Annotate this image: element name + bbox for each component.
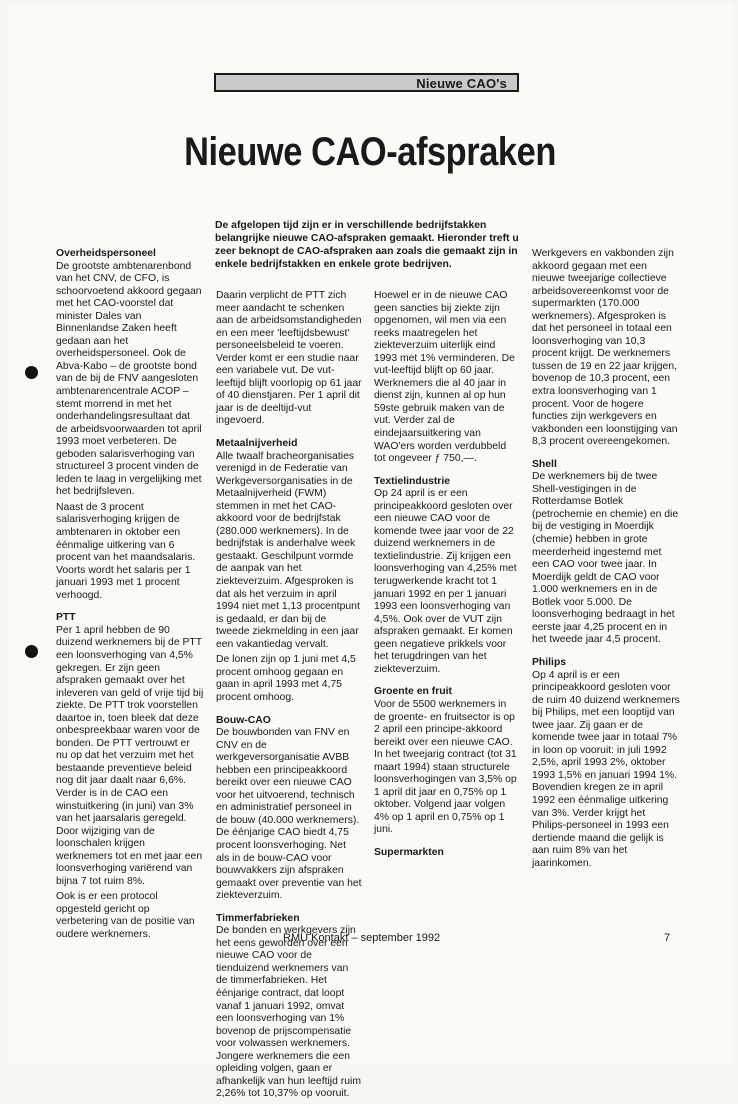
heading-groente: Groente en fruit <box>374 686 452 698</box>
ptt-p3: Daarin verplicht de PTT zich meer aandacht te schenken aan de arbeidsomstandigheden en een meer 'leeftijdsbewust' personeelsbeleid te voeren. Verder komt er een studie naar een variabele vut. De vut-leeftijd blijft voorlopig op 61 jaar of 40 dienstjaren. Per 1 april dit jaar is de deeltijd-vut ingevoerd. <box>216 290 362 427</box>
heading-textiel: Textielindustrie <box>374 475 451 487</box>
timmer-p2: Hoewel er in de nieuwe CAO geen sancties bij ziekte zijn opgenomen, wil men via een reeks maatregelen het ziekteverzuim uiterlijk eind 1993 met 1% verminderen. De vut-leeftijd blijft op 60 jaar. Werknemers die al 40 jaar in dienst zijn, kunnen al op hun 59ste gebruik maken van de vut. Verder zal de eindejaarsuitkering van WAO'ers worden verdubbeld tot ongeveer ƒ 750,—. <box>374 290 515 465</box>
heading-ptt: PTT <box>56 612 76 624</box>
column-1 <box>56 248 204 945</box>
overheid-p1: De grootste ambtenarenbond van het CNV, de CFO, is schoorvoetend akkoord gegaan met het CAO-voorstel dat minister Dales van Binnenlandse Zaken heeft gedaan aan het overheidspersoneel. Ook de Abva-Kabo – de grootste bond van de bij de FNV aangesloten ambtenarencentrale ACOP – stemt morrend in met het onderhandelingsresultaat dat de arbeidsvoorwaarden tot april 1993 moet verbeteren. De geboden salarisverhoging van structureel 3 procent vinden de leden te laag in vergelijking met het bedrijfsleven. <box>56 260 202 498</box>
heading-super: Supermarkten <box>374 846 444 858</box>
section-header-box <box>214 73 519 92</box>
heading-timmer: Timmerfabrieken <box>216 912 300 924</box>
heading-philips: Philips <box>532 656 567 668</box>
binder-hole-top <box>25 366 38 379</box>
ptt-p1: Per 1 april hebben de 90 duizend werknemers bij de PTT een loonsverhoging van 4,5% gekregen. Er zijn geen afspraken gemaakt over het inleveren van geld of vrije tijd bij ziekte. De PTT trok voorstellen daartoe in, toen bleek dat deze onbespreekbaar waren voor de bonden. De PTT vertrouwt er nu op dat het verzuim met het bestaande preventieve beleid nog dit jaar daalt naar 6,6%. Verder is in de CAO een winstuitkering (in juni) van 3% van het jaarsalaris geregeld. Door wijziging van de loonschalen krijgen werknemers tot en met jaar een loonsverhoging variërend van bijna 7 tot ruim 8%. <box>56 624 204 887</box>
column-4 <box>532 248 680 873</box>
timmer-p1: De bonden en werkgevers zijn het eens geworden over een nieuwe CAO voor de tienduizend werknemers van de timmerfabrieken. Het éénjarige contract, dat loopt vanaf 1 januari 1992, omvat een loonsverhoging van 1% bovenop de prijscompensatie voor volwassen werknemers. Jongere werknemers die een opleiding volgen, gaan er afhankelijk van hun leeftijd ruim 2,26% tot 10,37% op vooruit. <box>216 925 361 1100</box>
metaal-p1: Alle twaalf bracheorganisaties verenigd in de Federatie van Werkgeversorganisaties in de Metaalnijverheid (FWM) stemmen in met het CAO-akkoord voor de bedrijfstak (280.000 werknemers). In de bedrijfstak is anderhalve week gestaakt. Geschilpunt vormde de aanpak van het ziekteverzuim. Afgesproken is dat als het verzuim in april 1994 niet met 1,13 procentpunt is gedaald, er dan bij de tweede ziekmelding in een jaar een vakantiedag vervalt. <box>216 450 360 650</box>
binder-hole-bottom <box>25 645 38 658</box>
page-number: 7 <box>664 932 671 944</box>
super-p1: Werkgevers en vakbonden zijn akkoord gegaan met een nieuwe tweejarige collectieve arbeidsovereenkomst voor de supermarkten (170.000 werknemers). Afgesproken is dat het personeel in totaal een loonsverhoging van 10,3 procent krijgt. De werknemers tussen de 19 en 22 jaar krijgen, bovenop de 10,3 procent, een extra loonsverhoging van 1 procent. Voor de hogere functies zijn werkgevers en vakbonden een loonstijging van 8,3 procent overeengekomen. <box>532 248 678 448</box>
footer-publication: RMU Kontakt – september 1992 <box>283 932 441 944</box>
heading-metaal: Metaalnijverheid <box>216 438 298 450</box>
heading-overheid: Overheidspersoneel <box>56 248 156 259</box>
section-label: Nieuwe CAO's <box>416 76 507 91</box>
article-intro: De afgelopen tijd zijn er in verschillende bedrijfstakken belangrijke nieuwe CAO-afspraken gemaakt. Hieronder treft u zeer beknopt de CAO-afspraken aan zoals die gemaakt zijn in enkele bedrijfstakken en enkele grote bedrijven. <box>215 220 519 271</box>
metaal-p2: De lonen zijn op 1 juni met 4,5 procent omhoog gegaan en gaan in april 1993 met 4,75 procent omhoog. <box>216 654 356 703</box>
philips-p1: Op 4 april is er een principeakkoord gesloten voor de ruim 40 duizend werknemers bij Philips, met een looptijd van twee jaar. Zij gaan er de komende twee jaar in totaal 7% in loon op vooruit: in juli 1992 2,5%, april 1993 2%, oktober 1993 1,5% en januari 1994 1%. Bovendien kregen ze in april 1992 een éénmalige uitkering van 3%. Verder krijgt het Philips-personeel in 1993 een dertiende maand die gelijk is aan ruim 8% van het jaarinkomen. <box>532 669 680 869</box>
column-2 <box>216 290 362 1104</box>
groente-p1: Voor de 5500 werknemers in de groente- en fruitsector is op 2 april een principe-akkoord bereikt over een nieuwe CAO. In het tweejarig contract (tot 31 maart 1994) staan structurele loonsverhogingen van 3,5% op 1 april dit jaar en 0,75% op 1 oktober. Volgend jaar volgen 4% op 1 april en 0,75% op 1 juni. <box>374 698 517 836</box>
bouw-p1: De bouwbonden van FNV en CNV en de werkgeversorganisatie AVBB hebben een principeakkoord bereikt over een nieuwe CAO voor het uitvoerend, technisch en administratief personeel in de bouw (40.000 werknemers). De éénjarige CAO biedt 4,75 procent loonsverhoging. Net als in de bouw-CAO voor bouwvakkers zijn afspraken gemaakt over preventie van het ziekteverzuim. <box>216 727 362 902</box>
heading-shell: Shell <box>532 458 557 470</box>
textiel-p1: Op 24 april is er een principeakkoord gesloten over een nieuwe CAO voor de komende twee jaar voor de 22 duizend werknemers in de textielindustrie. Zij krijgen een loonsverhoging van 4,25% met terugwerkende kracht tot 1 januari 1992 en per 1 januari 1993 een loonsverhoging van 4,5%. Ook over de VUT zijn afspraken gemaakt. Er komen geen negatieve prikkels voor het terugdringen van het ziekteverzuim. <box>374 488 517 675</box>
shell-p1: De werknemers bij de twee Shell-vestigingen in de Rotterdamse Botlek (petrochemie en chemie) en die bij de vestiging in Moerdijk (chemie) hebben in grote meerderheid ingestemd met een CAO voor twee jaar. In Moerdijk geldt de CAO voor 1.000 werknemers en in de Botlek voor 5.000. De loonsverhoging bedraagt in het eerste jaar 4,25 procent en in het tweede jaar 4,5 procent. <box>532 471 679 646</box>
ptt-p2: Ook is er een protocol opgesteld gericht op verbetering van de positie van oudere werknemers. <box>56 891 195 940</box>
column-3 <box>374 290 520 860</box>
heading-bouw: Bouw-CAO <box>216 714 271 726</box>
article-title: Nieuwe CAO-afspraken <box>184 130 556 174</box>
overheid-p2: Naast de 3 procent salarisverhoging krijgen de ambtenaren in oktober een éénmalige uitkering van 6 procent van het maandsalaris. Voorts wordt het salaris per 1 januari 1993 met 1 procent verhoogd. <box>56 501 196 601</box>
